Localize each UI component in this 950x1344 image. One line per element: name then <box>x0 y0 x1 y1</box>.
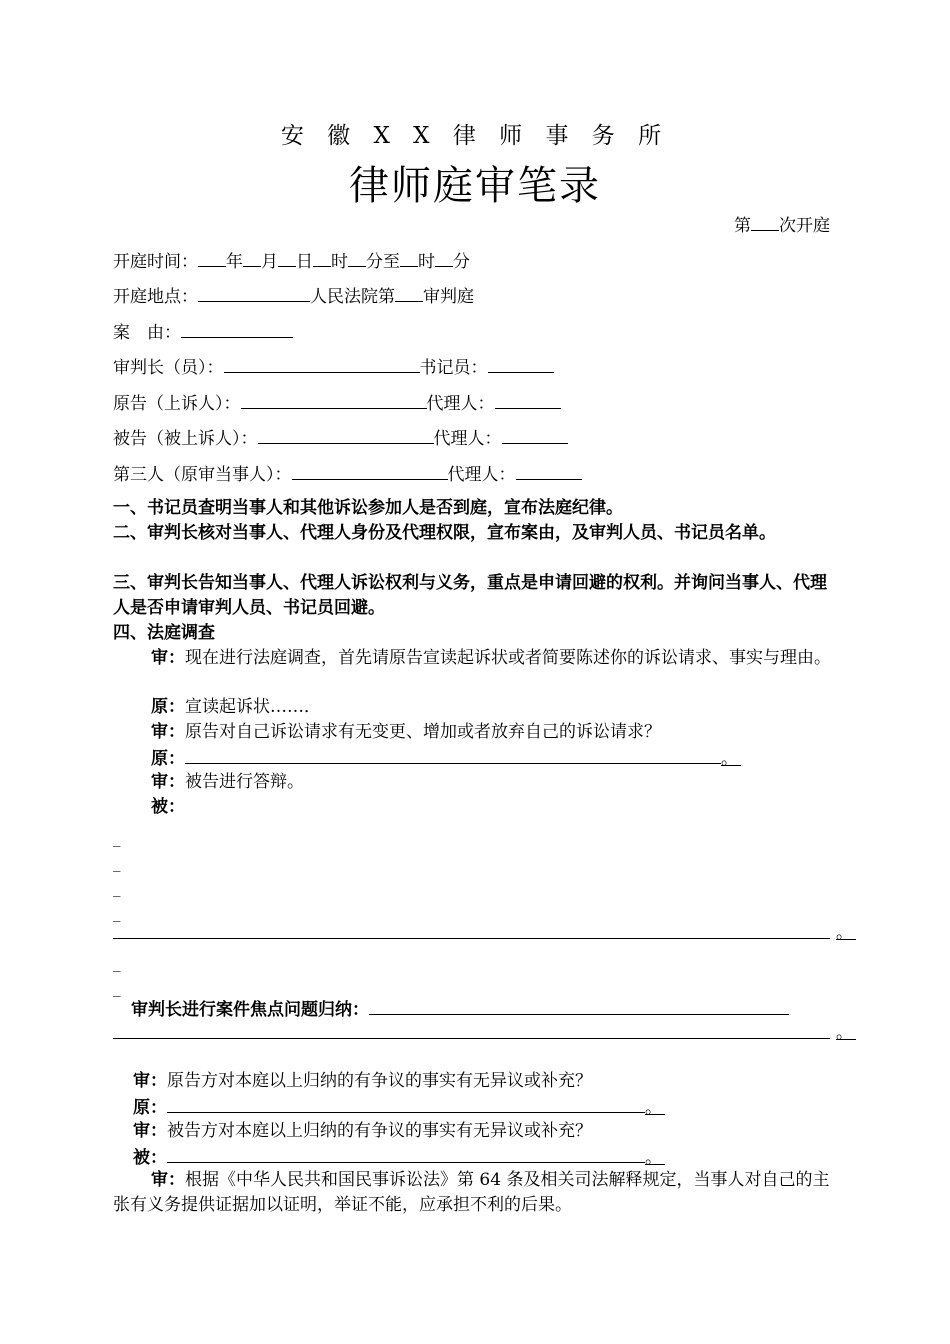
period: 。 <box>721 747 741 766</box>
plaintiff-label: 原告（上诉人）： <box>113 394 241 414</box>
hour-unit: 时 <box>331 252 348 272</box>
defendant-answer-blank-2[interactable] <box>167 1144 645 1163</box>
session-number <box>734 212 830 238</box>
hearing-time-row <box>113 248 470 274</box>
dialogue-text: 被告方对本庭以上归纳的有争议的事实有无异议或补充？ <box>167 1121 592 1141</box>
dialogue-text: 原告对自己诉讼请求有无变更、增加或者放弃自己的诉讼请求？ <box>185 722 661 742</box>
dialogue-defendant-1 <box>151 795 185 819</box>
judge-row <box>113 354 554 380</box>
hour2-blank[interactable] <box>400 248 418 267</box>
dialogue-text: 现在进行法庭调查，首先请原告宣读起诉状或者简要陈述你的诉讼请求、事实与理由。 <box>185 648 831 668</box>
period: 。 <box>645 1096 665 1115</box>
dialogue-text: 原告方对本庭以上归纳的有争议的事实有无异议或补充？ <box>167 1071 592 1091</box>
dialogue-judge-2 <box>151 720 661 744</box>
answer-line-mark: _ <box>113 879 121 897</box>
plaintiff-blank[interactable] <box>241 390 427 409</box>
answer-line-mark: _ <box>113 979 121 997</box>
defendant-answer-line[interactable] <box>113 938 830 939</box>
hour-blank[interactable] <box>313 248 331 267</box>
room-blank[interactable] <box>395 283 423 302</box>
minute2-blank[interactable] <box>435 248 453 267</box>
defendant-agent-label: 代理人： <box>433 429 502 449</box>
cause-label: 案 由： <box>113 323 181 343</box>
session-blank[interactable] <box>751 212 779 231</box>
third-party-row <box>113 461 582 487</box>
clerk-blank[interactable] <box>488 354 554 373</box>
dialogue-judge-6 <box>113 1168 838 1218</box>
defendant-label: 被告（被上诉人）： <box>113 429 258 449</box>
plaintiff-row <box>113 390 561 416</box>
judge-mark: 审： <box>151 1170 185 1190</box>
dialogue-plaintiff-3 <box>133 1094 665 1120</box>
day-blank[interactable] <box>278 248 296 267</box>
judge-label: 审判长（员）： <box>113 358 224 378</box>
cause-row <box>113 319 293 345</box>
plaintiff-mark: 原： <box>133 1098 167 1118</box>
dialogue-judge-1 <box>113 646 838 671</box>
hour2-unit: 时 <box>418 252 435 272</box>
step-3: 三、审判长告知当事人、代理人诉讼权利与义务，重点是申请回避的权利。并询问当事人、代理人是否申请审判人员、书记员回避。 <box>113 573 827 618</box>
judge-mark: 审： <box>151 772 185 792</box>
dialogue-judge-3 <box>151 770 304 794</box>
plaintiff-answer-blank-2[interactable] <box>167 1094 645 1113</box>
answer-line-mark: _ <box>113 904 121 922</box>
room-label: 审判庭 <box>423 287 474 307</box>
dialogue-judge-4 <box>133 1069 592 1093</box>
minute-to-unit: 分至 <box>366 252 400 272</box>
step-4: 四、法庭调查 <box>113 623 215 643</box>
focus-summary-label: 审判长进行案件焦点问题归纳： <box>131 1000 369 1020</box>
minute-blank[interactable] <box>348 248 366 267</box>
hearing-time-label: 开庭时间： <box>113 252 198 272</box>
dialogue-text: 宣读起诉状……． <box>185 697 321 717</box>
period: 。 <box>645 1146 665 1165</box>
third-party-agent-blank[interactable] <box>516 461 582 480</box>
judge-mark: 审： <box>133 1071 167 1091</box>
plaintiff-mark: 原： <box>151 749 185 769</box>
answer-line-mark: _ <box>113 854 121 872</box>
defendant-row <box>113 425 568 451</box>
dialogue-defendant-2 <box>133 1144 665 1170</box>
judge-blank[interactable] <box>224 354 420 373</box>
defendant-mark: 被： <box>133 1148 167 1168</box>
third-party-label: 第三人（原审当事人）： <box>113 465 292 485</box>
judge-mark: 审： <box>133 1121 167 1141</box>
session-suffix: 次开庭 <box>779 216 830 236</box>
year-unit: 年 <box>226 252 243 272</box>
judge-mark: 审： <box>151 722 185 742</box>
cause-blank[interactable] <box>181 319 293 338</box>
period-mark <box>836 921 856 945</box>
judge-mark: 审： <box>151 648 185 668</box>
dialogue-text: 被告进行答辩。 <box>185 772 304 792</box>
court-blank[interactable] <box>198 283 310 302</box>
dialogue-plaintiff-2 <box>151 745 741 771</box>
month-unit: 月 <box>261 252 278 272</box>
plaintiff-mark: 原： <box>151 697 185 717</box>
dialogue-plaintiff-1 <box>151 695 321 719</box>
defendant-mark: 被： <box>151 797 185 817</box>
document-title: 律师庭审笔录 <box>349 163 601 209</box>
answer-line-mark: _ <box>113 954 121 972</box>
day-unit: 日 <box>296 252 313 272</box>
period-mark <box>836 1021 856 1045</box>
focus-summary-blank[interactable] <box>369 996 789 1015</box>
hearing-place-row <box>113 283 474 309</box>
month-blank[interactable] <box>243 248 261 267</box>
step-2: 二、审判长核对当事人、代理人身份及代理权限，宣布案由，及审判人员、书记员名单。 <box>113 523 776 543</box>
plaintiff-agent-label: 代理人： <box>426 394 495 414</box>
dialogue-text: 根据《中华人民共和国民事诉讼法》第 64 条及相关司法解释规定，当事人对自己的主张有义务提供证据加以证明，举证不能，应承担不利的后果。 <box>113 1170 830 1215</box>
plaintiff-agent-blank[interactable] <box>495 390 561 409</box>
third-party-agent-label: 代理人： <box>447 465 516 485</box>
year-blank[interactable] <box>198 248 226 267</box>
third-party-blank[interactable] <box>292 461 448 480</box>
focus-summary-line[interactable] <box>113 1038 830 1039</box>
session-prefix: 第 <box>734 216 751 236</box>
focus-summary-row <box>131 996 789 1022</box>
answer-line-mark: _ <box>113 829 121 847</box>
dialogue-judge-5 <box>133 1119 592 1143</box>
step-1: 一、书记员查明当事人和其他诉讼参加人是否到庭，宣布法庭纪律。 <box>113 498 623 518</box>
firm-name: 安 徽 X X 律 师 事 务 所 <box>280 123 670 149</box>
period: 。 <box>836 921 856 940</box>
minute2-unit: 分 <box>453 252 470 272</box>
hearing-place-label: 开庭地点： <box>113 287 198 307</box>
defendant-agent-blank[interactable] <box>502 425 568 444</box>
defendant-blank[interactable] <box>258 425 434 444</box>
court-label: 人民法院第 <box>310 287 395 307</box>
clerk-label: 书记员： <box>419 358 488 378</box>
period: 。 <box>836 1021 856 1040</box>
plaintiff-answer-blank[interactable] <box>185 745 721 764</box>
